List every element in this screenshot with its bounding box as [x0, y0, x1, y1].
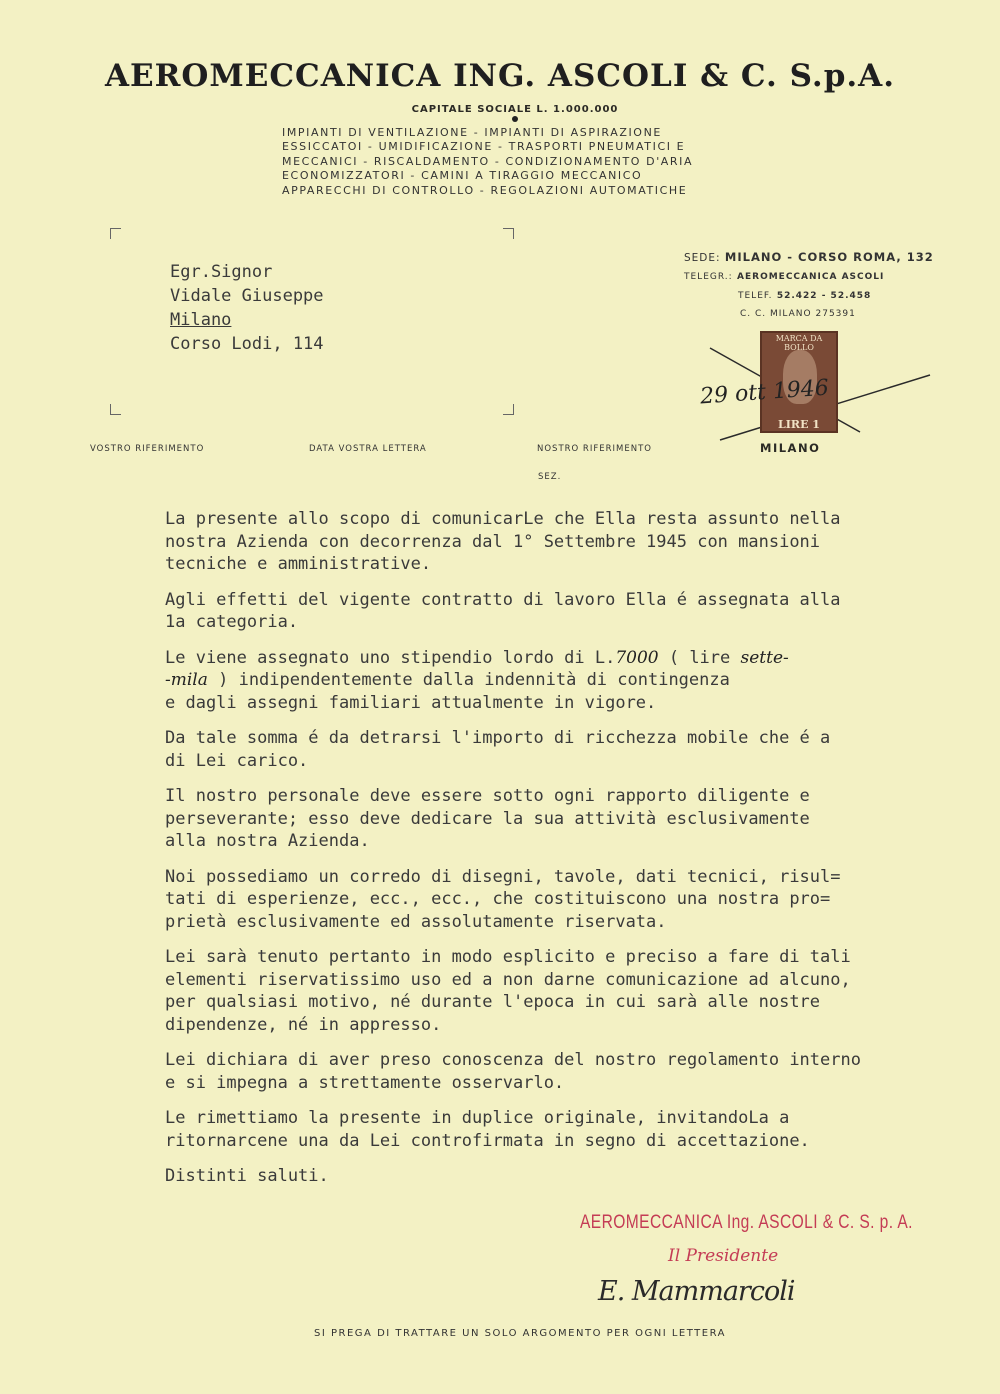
text-line: Noi possediamo un corredo di disegni, tavole, dati tecnici, risul=: [165, 866, 841, 887]
text-line: Da tale somma é da detrarsi l'importo di ricchezza mobile che é a: [165, 728, 831, 748]
ref-nostro: NOSTRO RIFERIMENTO: [537, 444, 652, 454]
closing: Distinti saluti.: [165, 1166, 329, 1186]
telegr-value: AEROMECCANICA ASCOLI: [737, 272, 885, 282]
salary-words: -mila: [165, 670, 208, 690]
telef-value: 52.422 - 52.458: [776, 291, 872, 301]
recipient-address: [170, 260, 324, 356]
ref-sez: SEZ.: [538, 472, 562, 482]
recipient-city: Milano: [170, 310, 232, 330]
telef-label: TELEF.: [738, 291, 773, 301]
salary-amount: 7000: [615, 647, 659, 668]
company-signature-stamp: AEROMECCANICA Ing. ASCOLI & C. S. p. A.: [580, 1212, 913, 1233]
text-line: tati di esperienze, ecc., ecc., che costituiscono una nostra pro=: [165, 889, 831, 909]
ref-vostro: VOSTRO RIFERIMENTO: [90, 444, 205, 454]
text-line: Lei sarà tenuto pertanto in modo esplicito e preciso a fare di tali: [165, 947, 851, 967]
text-line: Le viene assegnato uno stipendio lordo di L.: [165, 647, 616, 668]
stamp-value: LIRE 1: [778, 418, 820, 431]
text-line: ) indipendentemente dalla indennità di contingenza: [207, 670, 730, 690]
address-window-corner: [110, 404, 121, 415]
text-line: 1a categoria.: [165, 612, 299, 632]
text-line: e dagli assegni familiari attualmente in vigore.: [165, 692, 657, 713]
address-window-corner: [503, 228, 514, 239]
handwritten-signature: E. Mammarcoli: [598, 1276, 795, 1307]
service-line: APPARECCHI DI CONTROLLO - REGOLAZIONI AUTOMATICHE: [282, 183, 688, 197]
sede-label: SEDE:: [684, 252, 721, 264]
company-contact-info: [684, 248, 984, 323]
ref-data: DATA VOSTRA LETTERA: [309, 444, 427, 454]
text-line: elementi riservatissimo uso ed a non darne comunicazione ad alcuno,: [165, 969, 851, 990]
text-line: alla nostra Azienda.: [165, 831, 370, 851]
text-line: Agli effetti del vigente contratto di lavoro Ella é assegnata alla: [165, 589, 841, 610]
address-window-corner: [503, 404, 514, 415]
service-line: ECONOMIZZATORI - CAMINI A TIRAGGIO MECCANICO: [282, 169, 643, 183]
paragraph: [165, 785, 1000, 853]
handwritten-date: 29 ott 1946: [699, 375, 830, 410]
paragraph: [165, 1107, 1000, 1152]
paragraph: [165, 1049, 1000, 1094]
text-line: per qualsiasi motivo, né durante l'epoca in cui sarà alle nostre: [165, 992, 821, 1012]
text-line: La presente allo scopo di comunicarLe che Ella resta assunto nella: [165, 509, 841, 529]
divider-dot: [512, 116, 518, 122]
paragraph: [165, 508, 1000, 576]
text-line: nostra Azienda con decorrenza dal 1° Settembre 1945 con mansioni: [165, 531, 821, 552]
recipient-name: Vidale Giuseppe: [170, 286, 324, 306]
text-line: e si impegna a strettamente osservarlo.: [165, 1072, 565, 1093]
paragraph: [165, 727, 1000, 772]
text-line: Il nostro personale deve essere sotto ogni rapporto diligente e: [165, 786, 810, 806]
text-line: Le rimettiamo la presente in duplice originale, invitandoLa a: [165, 1108, 790, 1128]
paragraph: [165, 946, 1000, 1036]
letter-body: [165, 508, 1000, 1201]
service-line: MECCANICI - RISCALDAMENTO - CONDIZIONAMENTO D'ARIA: [282, 154, 694, 168]
text-line: dipendenze, né in appresso.: [165, 1014, 442, 1035]
paragraph: [165, 866, 1000, 934]
text-line: tecniche e amministrative.: [165, 554, 432, 574]
text-line: di Lei carico.: [165, 750, 309, 771]
cc-number: C. C. MILANO 275391: [740, 309, 856, 319]
services-list: [282, 126, 762, 198]
text-line: prietà esclusivamente ed assolutamente riservata.: [165, 911, 667, 932]
salary-words: sette-: [740, 647, 789, 668]
service-line: ESSICCATOI - UMIDIFICAZIONE - TRASPORTI PNEUMATICI E: [282, 140, 686, 154]
footer-note: SI PREGA DI TRATTARE UN SOLO ARGOMENTO PER OGNI LETTERA: [314, 1328, 726, 1339]
stamp-label: MARCA DA BOLLO: [775, 334, 823, 352]
share-capital: CAPITALE SOCIALE L. 1.000.000: [411, 104, 619, 115]
text-line: ( lire: [658, 647, 741, 668]
text-line: ritornarcene una da Lei controfirmata in segno di accettazione.: [165, 1130, 810, 1151]
paragraph: [165, 647, 1000, 715]
company-name: AEROMECCANICA ING. ASCOLI & C. S.p.A.: [104, 58, 896, 94]
sede-value: MILANO - CORSO ROMA, 132: [724, 250, 934, 264]
recipient-salutation: Egr.Signor: [170, 262, 273, 282]
text-line: Lei dichiara di aver preso conoscenza del nostro regolamento interno: [165, 1050, 861, 1070]
recipient-street: Corso Lodi, 114: [170, 334, 324, 354]
signatory-role: Il Presidente: [668, 1246, 779, 1266]
service-line: IMPIANTI DI VENTILAZIONE - IMPIANTI DI ASPIRAZIONE: [282, 126, 662, 139]
address-window-corner: [110, 228, 121, 239]
text-line: perseverante; esso deve dedicare la sua attività esclusivamente: [165, 808, 810, 829]
paragraph: [165, 589, 1000, 634]
telegr-label: TELEGR.:: [684, 272, 733, 282]
place-of-issue: MILANO: [760, 441, 821, 455]
